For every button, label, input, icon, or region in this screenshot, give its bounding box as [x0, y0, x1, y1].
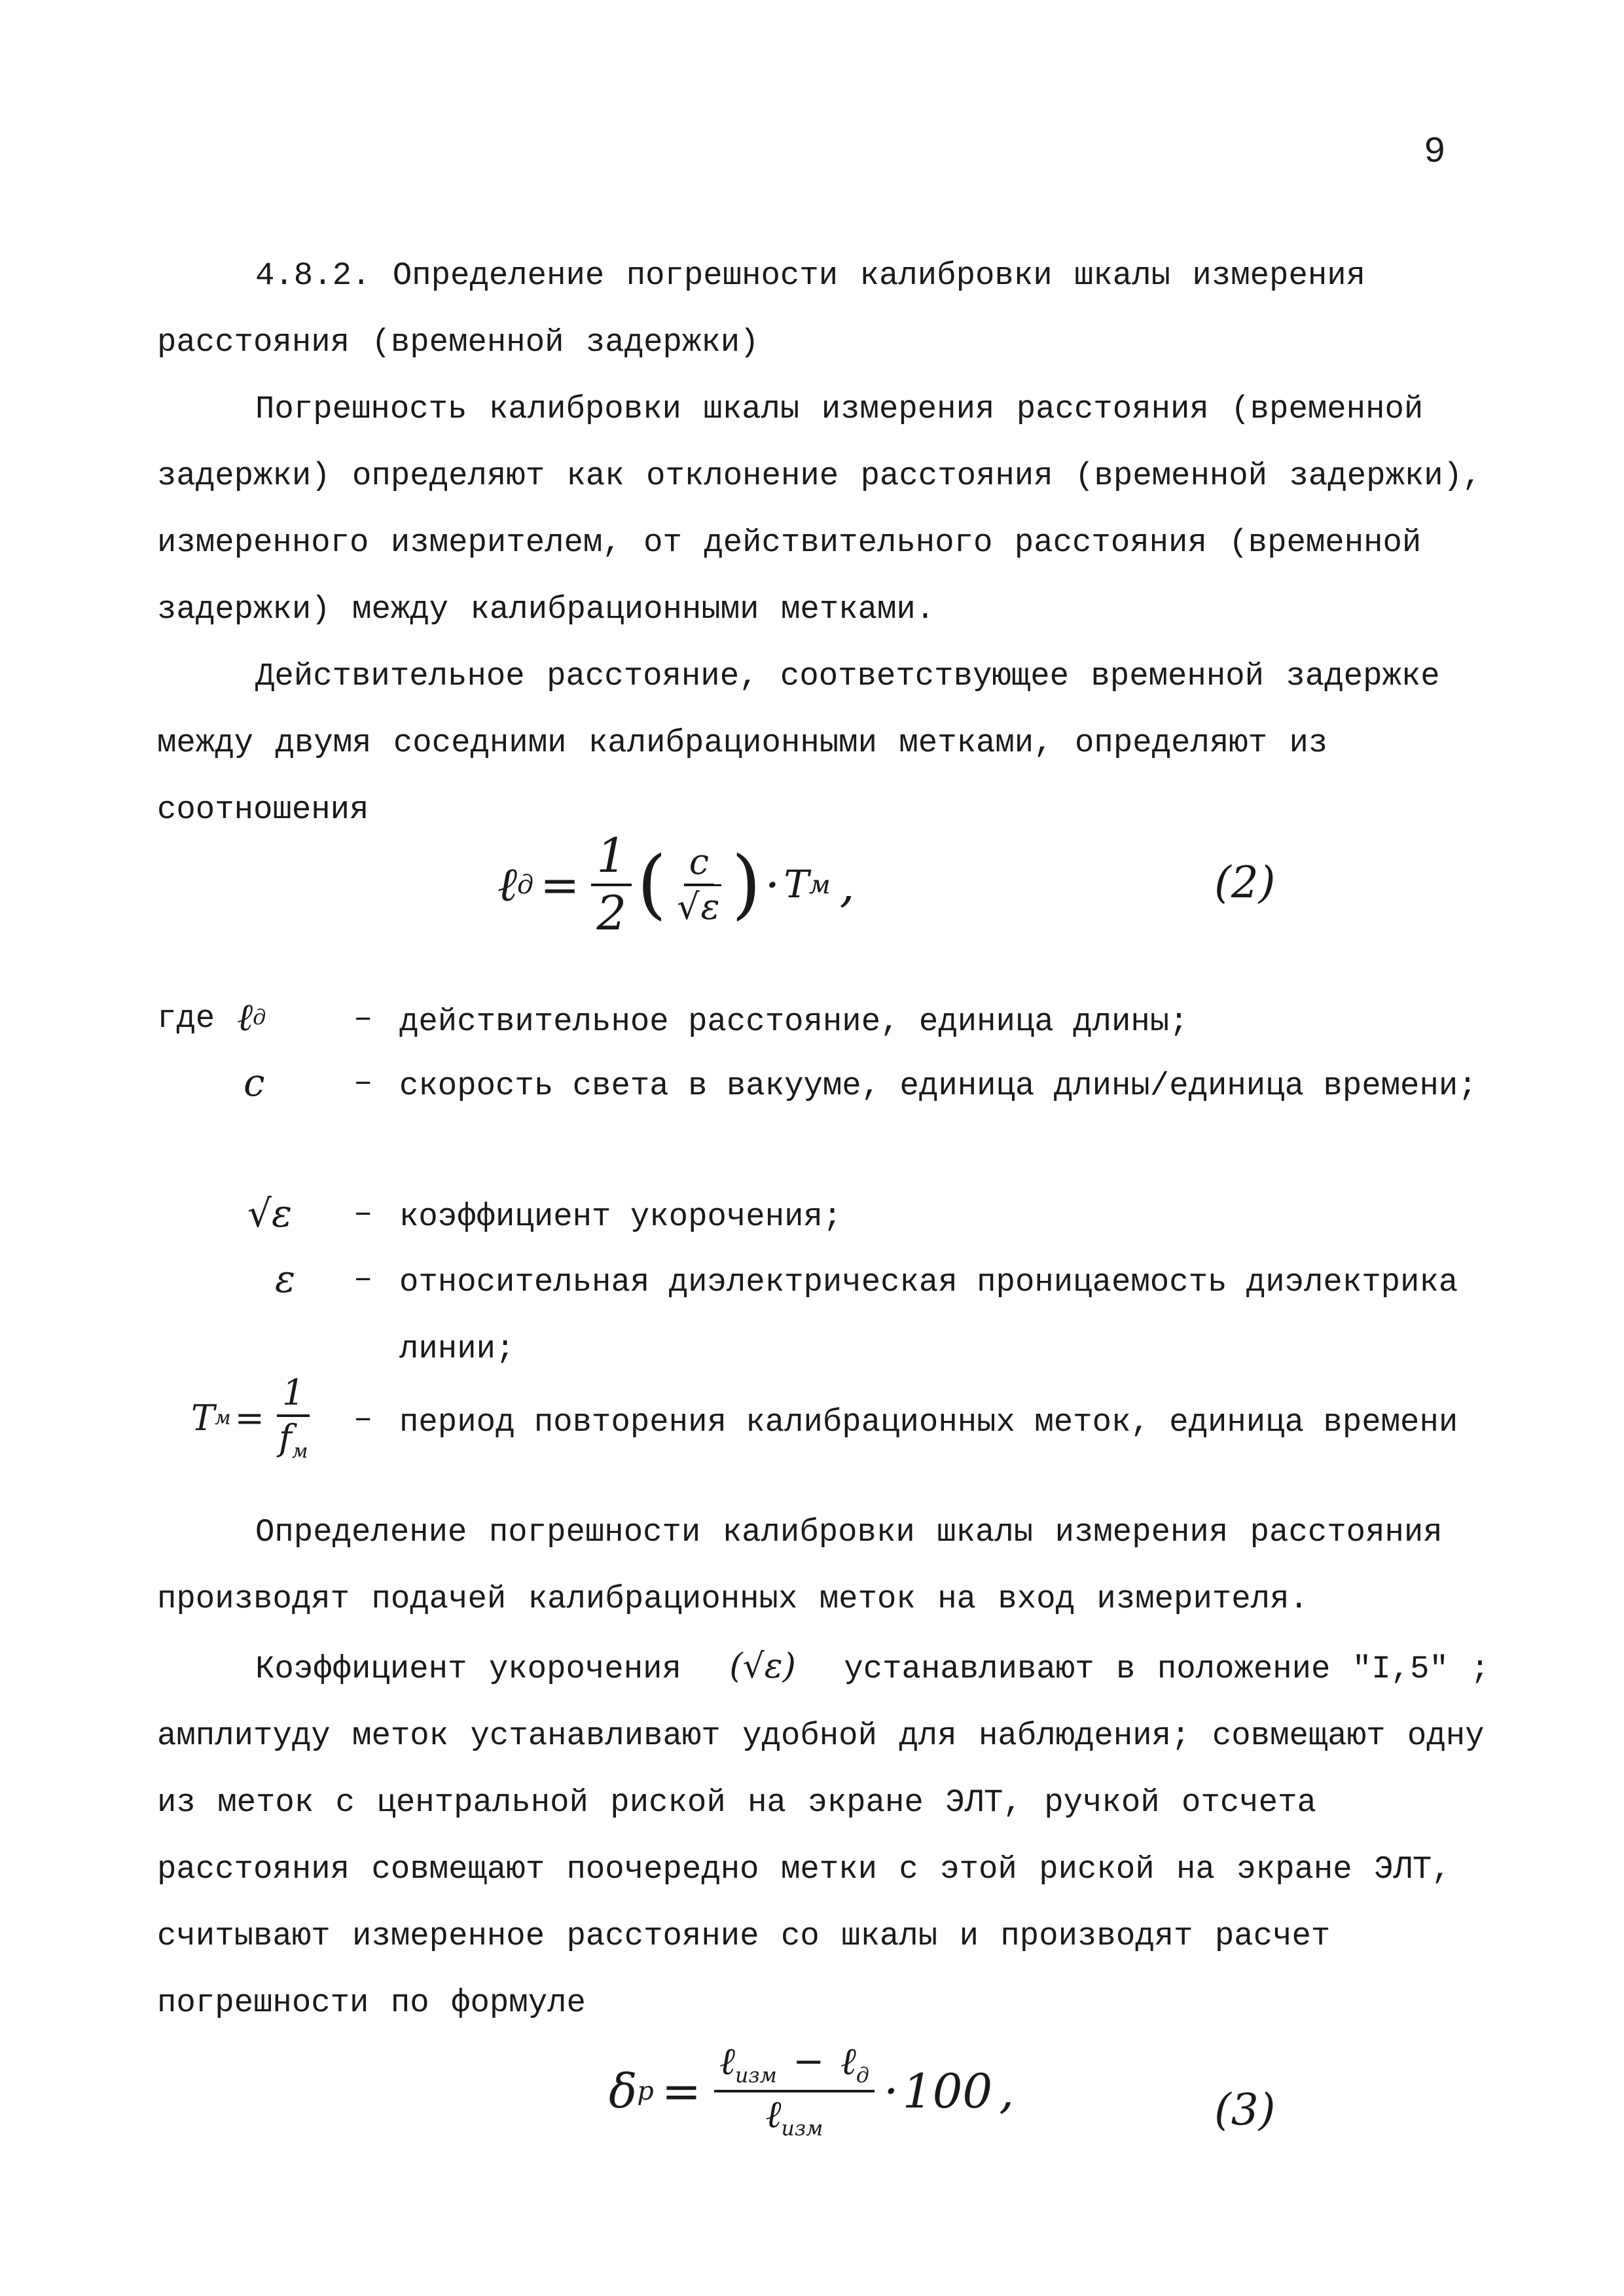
- where-label: где: [157, 1000, 215, 1037]
- eq3-equals: =: [661, 2063, 702, 2119]
- paragraph-4: [157, 1633, 1506, 2036]
- where-dash-5: –: [353, 1401, 373, 1437]
- equation-2: [497, 828, 855, 941]
- eq2-sqrt-sign: √: [677, 886, 700, 927]
- paragraph-2: Действительное расстояние, соответствующее временной задержке между двумя соседними калибрационными метками, определяют из соотношения: [157, 658, 1440, 828]
- eq2-trailing-comma: ,: [839, 857, 855, 912]
- where-dash-3: –: [353, 1195, 373, 1232]
- eq3-numerator: ℓ$_{изм}$ − ℓ$_д$: [714, 2042, 875, 2092]
- where-symbol-sqrt-eps: √ε: [247, 1191, 293, 1236]
- eq2-equals: =: [540, 857, 580, 912]
- eq2-paren-close: ): [731, 840, 761, 928]
- equation-2-number: (2): [1214, 857, 1276, 908]
- eq3-factor: 100: [902, 2063, 993, 2119]
- para4-symbol: (√ε): [729, 1647, 796, 1686]
- eq2-T-sub: м: [808, 869, 831, 900]
- where-symbol-l: ℓ д: [237, 995, 266, 1039]
- eq2-c-fraction: [672, 840, 726, 927]
- para4-after: устанавливают в положение "I,5" ; амплитуду меток устанавливают удобной для наблюдения; совмещают одну из меток с центральной риской на экране ЭЛТ, ручкой отсчета расстояния совмещают поочередно метки с этой риской на экране ЭЛТ, считывают измеренное расстояние со шкалы и производят расчет погрешности по формуле: [157, 1651, 1490, 2021]
- paragraph-3: Определение погрешности калибровки шкалы измерения расстояния производят подачей калибрационных меток на вход измерителя.: [157, 1514, 1443, 1617]
- eq2-paren-open: (: [637, 840, 667, 928]
- eq2-half-fraction: [591, 828, 632, 941]
- where-text-eps: относительная диэлектрическая проницаемость диэлектрика линии;: [399, 1264, 1458, 1367]
- eq2-half-den: 2: [596, 885, 627, 941]
- eq3-fraction: [714, 2039, 875, 2141]
- where-dash-4: –: [353, 1261, 373, 1297]
- where-dash-2: –: [353, 1064, 373, 1101]
- eq2-lhs-sub: д: [517, 869, 534, 900]
- eq3-trailing-comma: ,: [999, 2063, 1015, 2119]
- eq3-lhs-sub: р: [637, 2075, 654, 2106]
- eq2-half-num: 1: [591, 831, 632, 886]
- eq2-c-num: c: [684, 844, 714, 886]
- where-symbol-eps: ε: [275, 1257, 296, 1301]
- eq3-denominator: ℓ$_{изм}$: [765, 2092, 823, 2141]
- where-text-T: период повторения калибрационных меток, единица времени: [399, 1404, 1458, 1441]
- eq2-lhs: ℓ: [497, 857, 517, 912]
- where-symbol-c: c: [244, 1060, 265, 1105]
- where-text-sqrt-eps: коэффициент укорочения;: [399, 1198, 842, 1235]
- where-dash-1: –: [353, 1000, 373, 1037]
- where-symbol-T: T м = $\frac{1}{f_м}$: [191, 1374, 319, 1462]
- where-text-l: действительное расстояние, единица длины;: [399, 1003, 1189, 1040]
- section-heading: 4.8.2. Определение погрешности калибровки шкалы измерения расстояния (временной задержки): [157, 257, 1366, 361]
- eq2-T: T: [784, 863, 809, 907]
- paragraph-1: Погрешность калибровки шкалы измерения расстояния (временной задержки) определяют как отклонение расстояния (временной задержки), измеренного измерителем, от действительного расстояния (временной задержки) между калибрационными метками.: [157, 391, 1482, 628]
- eq3-lhs: δ: [609, 2063, 638, 2119]
- eq2-c-den: [672, 886, 726, 926]
- where-text-c: скорость света в вакууме, единица длины/единица времени;: [399, 1067, 1477, 1104]
- eq3-times: ·: [883, 2063, 899, 2119]
- page-number: 9: [1424, 131, 1446, 173]
- eq2-times: ·: [765, 857, 780, 912]
- equation-3-number: (3): [1214, 2085, 1276, 2135]
- equation-3: [609, 2039, 1015, 2141]
- eq2-epsilon: ε: [700, 884, 721, 927]
- para4-before: Коэффициент укорочения: [255, 1651, 681, 1687]
